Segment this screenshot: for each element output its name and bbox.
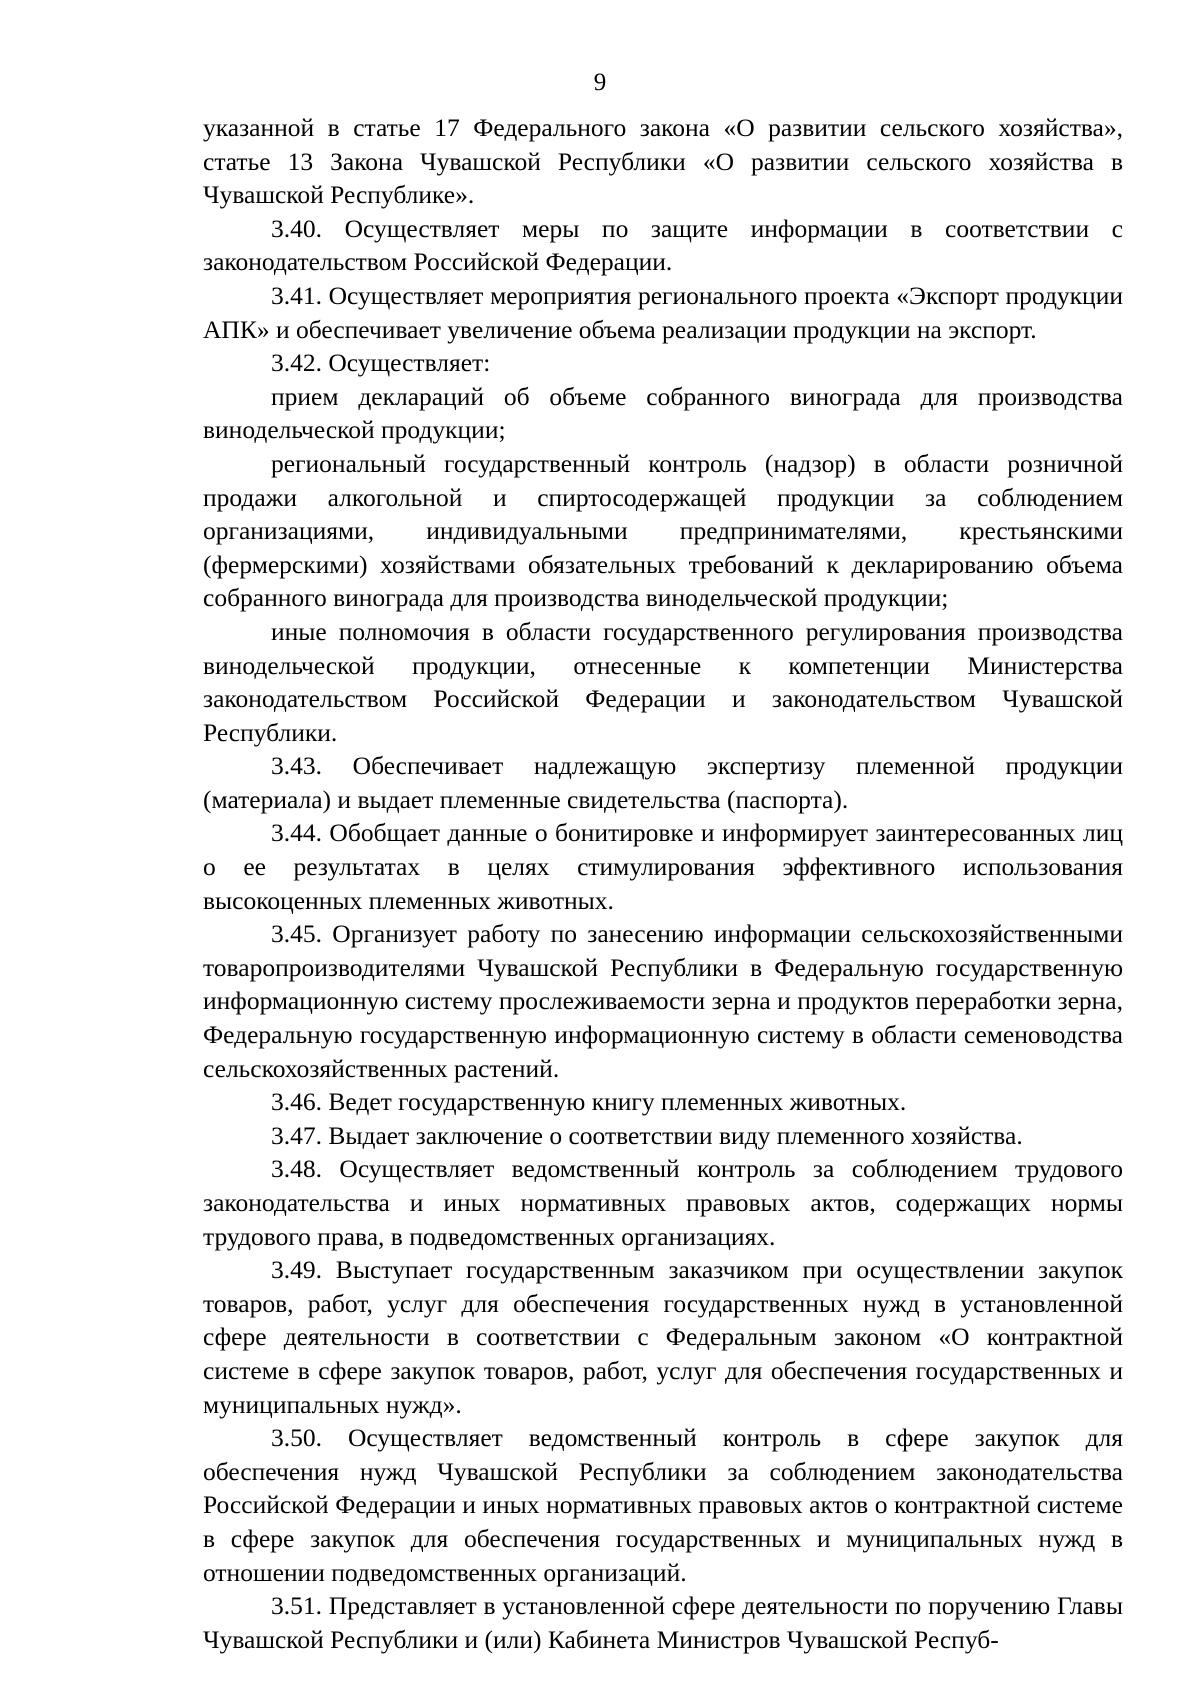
paragraph-3-49: 3.49. Выступает государственным заказчиком при осуществлении закупок товаров, работ, услуг для обеспечения государственных нужд в установленной сфере деятельности в соответствии с Федеральным законом «О контрактной системе в сфере закупок товаров, работ, услуг для обеспечения государственных и муниципальных нужд».	[203, 1255, 1123, 1419]
paragraph-3-45: 3.45. Организует работу по занесению информации сельскохозяйственными товаропроизводителями Чувашской Республики в Федеральную государственную информационную систему прослеживаемости зерна и продуктов переработки зерна, Федеральную государственную информационную систему в области семеноводства сельскохозяйственных растений.	[203, 919, 1123, 1083]
paragraph-3-42: 3.42. Осуществляет:	[271, 348, 491, 378]
paragraph-3-44: 3.44. Обобщает данные о бонитировке и информирует заинтересованных лиц о ее результатах в целях стимулирования эффективного использования высокоценных племенных животных.	[203, 818, 1123, 915]
paragraph-3-48: 3.48. Осуществляет ведомственный контроль за соблюдением трудового законодательства и иных нормативных правовых актов, содержащих нормы трудового права, в подведомственных организациях.	[203, 1154, 1123, 1251]
paragraph-3-50: 3.50. Осуществляет ведомственный контроль в сфере закупок для обеспечения нужд Чувашской Республики за соблюдением законодательства Российской Федерации и иных нормативных правовых актов о контрактной системе в сфере закупок для обеспечения государственных и муниципальных нужд в отношении подведомственных организаций.	[203, 1423, 1123, 1587]
paragraph-continuation: указанной в статье 17 Федерального закона «О развитии сельского хозяйства», статье 13 Закона Чувашской Республики «О развитии сельского хозяйства в Чувашской Республике».	[203, 113, 1123, 210]
paragraph-3-42-item-1: прием деклараций об объеме собранного винограда для производства винодельческой продукции;	[203, 381, 1123, 445]
paragraph-3-46: 3.46. Ведет государственную книгу племенных животных.	[271, 1087, 907, 1117]
paragraph-3-43: 3.43. Обеспечивает надлежащую экспертизу племенной продукции (материала) и выдает племенные свидетельства (паспорта).	[203, 751, 1123, 814]
paragraph-3-51: 3.51. Представляет в установленной сфере деятельности по поручению Главы Чувашской Республики и (или) Кабинета Министров Чувашской Респуб-	[203, 1591, 1123, 1654]
page-number: 9	[593, 69, 607, 96]
paragraph-3-47: 3.47. Выдает заключение о соответствии виду племенного хозяйства.	[271, 1120, 1023, 1150]
paragraph-3-42-item-3: иные полномочия в области государственного регулирования производства винодельческой продукции, отнесенные к компетенции Министерства законодательством Российской Федерации и законодательством Чувашской Республики.	[203, 616, 1123, 747]
paragraph-3-41: 3.41. Осуществляет мероприятия регионального проекта «Экспорт продукции АПК» и обеспечивает увеличение объема реализации продукции на экспорт.	[203, 280, 1123, 344]
paragraph-3-42-item-2: региональный государственный контроль (надзор) в области розничной продажи алкогольной и спиртосодержащей продукции за соблюдением организациями, индивидуальными предпринимателями, крестьянскими (фермерскими) хозяйствами обязательных требований к декларированию объема собранного винограда для производства винодельческой продукции;	[203, 448, 1123, 613]
document-body	[203, 111, 1123, 1656]
paragraph-3-40: 3.40. Осуществляет меры по защите информации в соответствии с законодательством Российской Федерации.	[203, 213, 1123, 277]
